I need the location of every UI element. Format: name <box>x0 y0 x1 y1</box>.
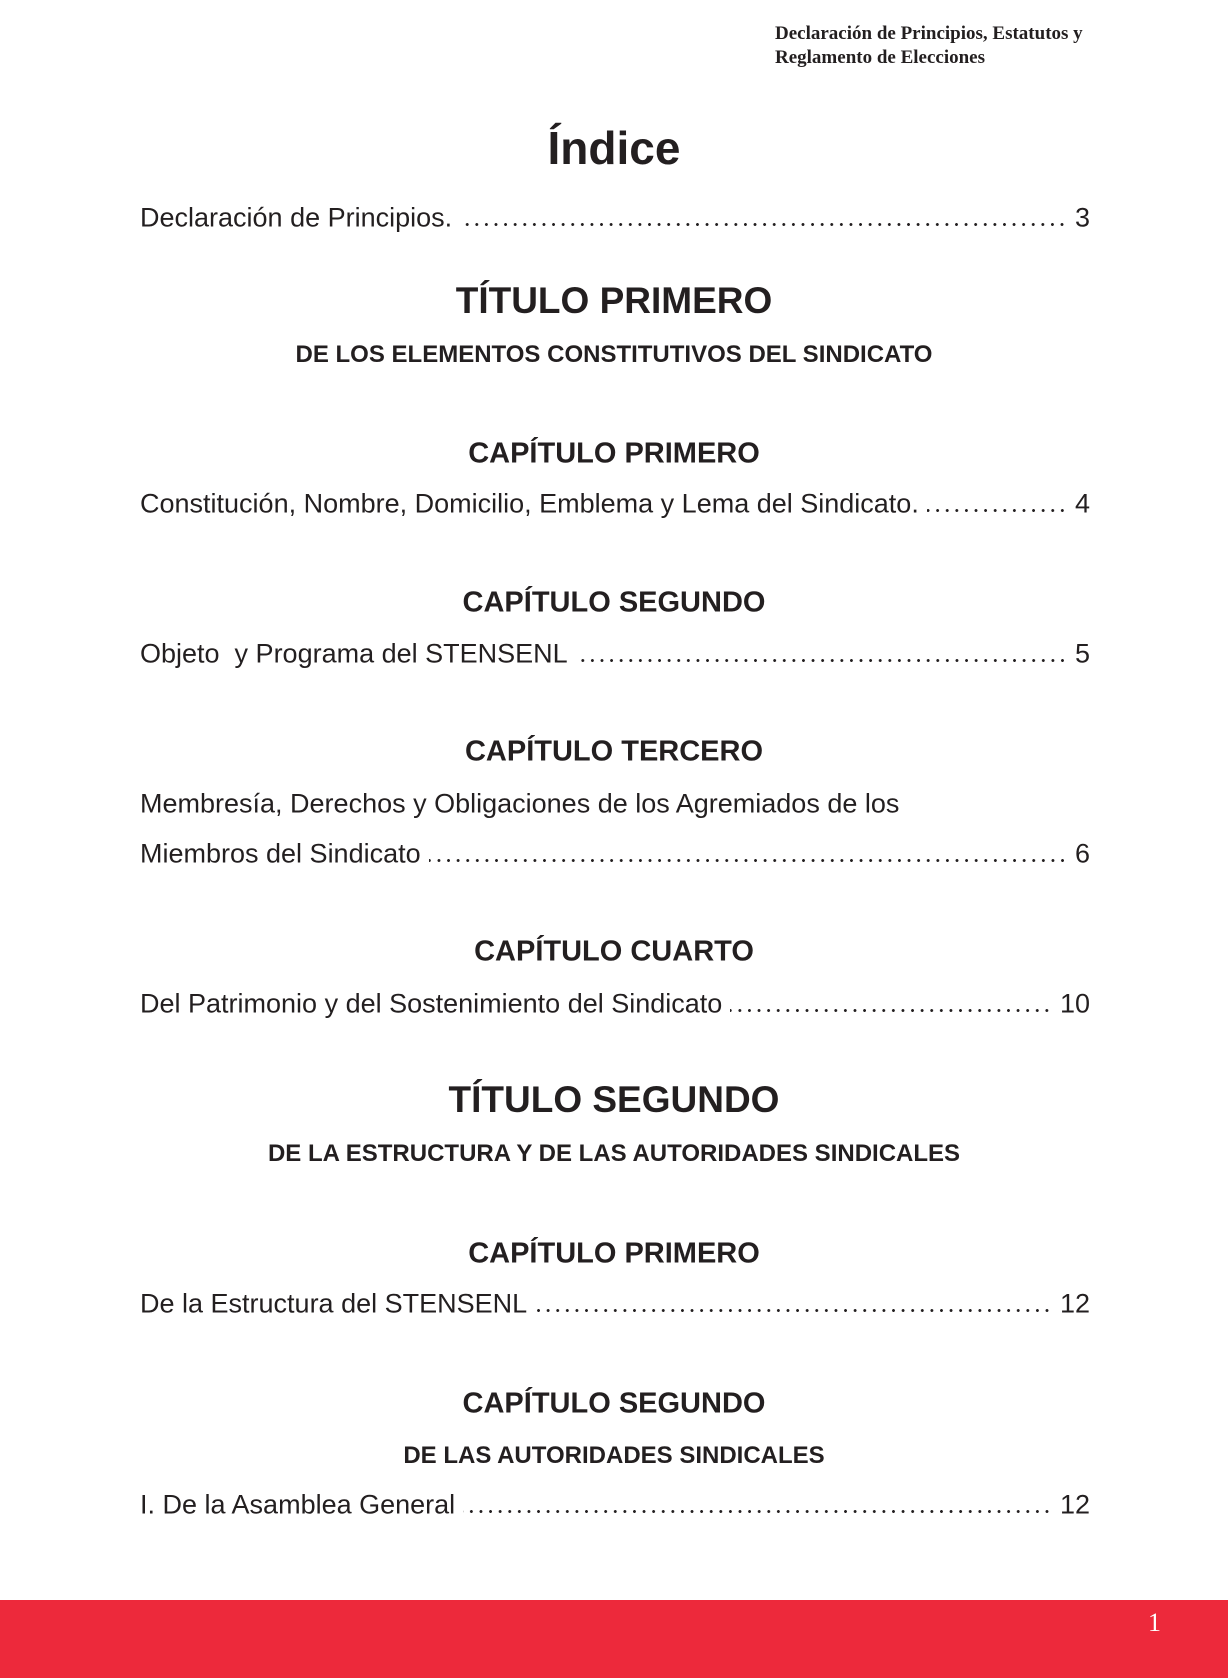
footer-band <box>0 1600 1228 1678</box>
chapter-heading: CAPÍTULO PRIMERO <box>468 437 760 470</box>
dot-leader <box>463 1510 1052 1514</box>
title-heading: TÍTULO SEGUNDO <box>448 1079 780 1120</box>
toc-entry-declaracion[interactable] <box>140 203 1090 234</box>
page-title: Índice <box>547 122 681 174</box>
running-header <box>775 22 1083 70</box>
dot-leader <box>730 1009 1052 1013</box>
dot-leader <box>429 859 1067 863</box>
chapter-heading: CAPÍTULO CUARTO <box>474 935 754 968</box>
running-header-line1: Declaración de Principios, Estatutos y <box>775 23 1083 44</box>
toc-entry-label: De la Estructura del STENSENL <box>140 1288 528 1319</box>
dot-leader <box>927 509 1067 513</box>
chapter-heading: CAPÍTULO PRIMERO <box>468 1237 760 1270</box>
toc-entry-label: I. De la Asamblea General <box>140 1489 456 1520</box>
dot-leader <box>576 659 1067 663</box>
toc-entry[interactable] <box>140 639 1090 670</box>
toc-entry-page: 6 <box>1074 838 1090 869</box>
toc-entry-label-line1[interactable]: Membresía, Derechos y Obligaciones de los Agremiados de los <box>140 788 900 819</box>
toc-entry-label: Del Patrimonio y del Sostenimiento del Sindicato <box>140 988 723 1019</box>
toc-entry-label: Constitución, Nombre, Domicilio, Emblema y Lema del Sindicato. <box>140 488 919 519</box>
toc-entry-label: Declaración de Principios. <box>140 202 453 233</box>
toc-entry-page: 3 <box>1074 202 1090 233</box>
dot-leader <box>535 1309 1052 1313</box>
toc-entry[interactable] <box>140 489 1090 520</box>
toc-entry[interactable] <box>140 1490 1090 1521</box>
dot-leader <box>460 223 1067 227</box>
chapter-subheading: DE LAS AUTORIDADES SINDICALES <box>403 1442 825 1469</box>
toc-entry-label-line2: Miembros del Sindicato <box>140 838 421 869</box>
chapter-heading: CAPÍTULO TERCERO <box>464 735 764 768</box>
chapter-heading: CAPÍTULO SEGUNDO <box>462 1387 766 1420</box>
toc-entry-page: 12 <box>1059 1288 1090 1319</box>
page-number: 1 <box>1148 1608 1161 1637</box>
title-subheading: DE LOS ELEMENTOS CONSTITUTIVOS DEL SINDICATO <box>295 341 933 368</box>
toc-entry-page: 4 <box>1074 488 1090 519</box>
running-header-line2: Reglamento de Elecciones <box>775 47 986 68</box>
chapter-heading: CAPÍTULO SEGUNDO <box>462 586 766 619</box>
toc-entry[interactable] <box>140 989 1090 1020</box>
title-subheading: DE LA ESTRUCTURA Y DE LAS AUTORIDADES SINDICALES <box>267 1140 961 1167</box>
title-heading: TÍTULO PRIMERO <box>455 280 773 321</box>
toc-entry-page: 10 <box>1059 988 1090 1019</box>
toc-entry[interactable] <box>140 839 1090 870</box>
toc-entry-label: Objeto y Programa del STENSENL <box>140 638 568 669</box>
toc-entry[interactable] <box>140 1289 1090 1320</box>
toc-entry-page: 5 <box>1074 638 1090 669</box>
toc-entry-page: 12 <box>1059 1489 1090 1520</box>
